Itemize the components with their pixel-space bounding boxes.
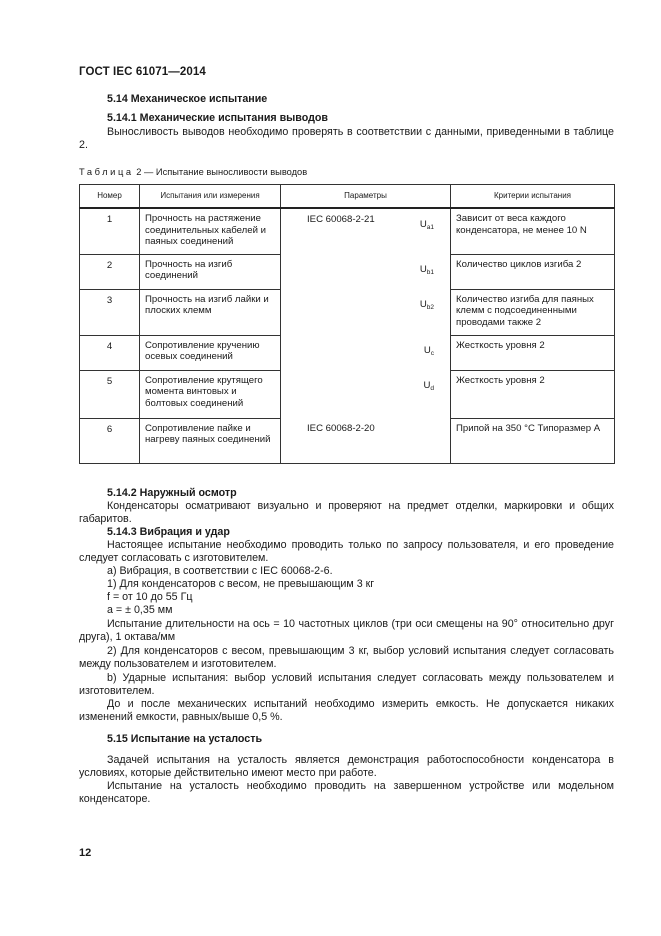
table-caption	[79, 167, 307, 177]
row-criteria: Количество циклов изгиба 2	[451, 254, 615, 289]
table-row	[80, 370, 615, 418]
row-number: 3	[80, 289, 140, 335]
row-number: 4	[80, 335, 140, 370]
section-5-14-3-frequency: f = от 10 до 55 Гц	[107, 591, 193, 603]
table-caption-text: 2 — Испытание выносливости выводов	[136, 167, 308, 177]
section-5-15-paragraph-2: Испытание на усталость необходимо проводить на завершенном устройстве или модельном конденсаторе.	[79, 780, 614, 806]
row-test: Сопротивление кручению осевых соединений	[140, 335, 281, 370]
row-test: Сопротивление крутящего момента винтовых и болтовых соединений	[140, 370, 281, 418]
table-header-row	[80, 185, 615, 209]
table-row	[80, 208, 615, 254]
terminal-endurance-table	[79, 184, 615, 464]
section-5-14-2-text: Конденсаторы осматривают визуально и проверяют на предмет отделки, маркировки и общих габаритов.	[79, 500, 614, 526]
table-caption-word: Таблица	[79, 167, 134, 177]
row-symbol: $U_{a1}$	[419, 219, 434, 231]
row-parameters	[281, 370, 451, 418]
row-number: 5	[80, 370, 140, 418]
section-5-15-paragraph-1: Задачей испытания на усталость является демонстрация работоспособности конденсатора в условиях, которые действительно имеют место при работе.	[79, 754, 614, 780]
row-criteria: Припой на 350 °С Типоразмер А	[451, 418, 615, 463]
table-row	[80, 418, 615, 463]
row-parameters	[281, 208, 451, 254]
table-row	[80, 254, 615, 289]
section-5-14-3-paragraph-2: Испытание длительности на ось = 10 частотных циклов (три оси смещены на 90° относительно друг друга), 1 октава/мм	[79, 618, 614, 644]
row-number: 1	[80, 208, 140, 254]
section-5-14-3-item-a: а) Вибрация, в соответствии с IEC 60068-2-6.	[107, 565, 333, 577]
table-row	[80, 335, 615, 370]
row-symbol: $U_{b2}$	[419, 299, 434, 311]
row-criteria: Зависит от веса каждого конденсатора, не менее 10 N	[451, 208, 615, 254]
row-test: Прочность на растяжение соединительных кабелей и паяных соединений	[140, 208, 281, 254]
table-header-test: Испытания или измерения	[140, 185, 281, 209]
row-symbol: $U_d$	[423, 380, 434, 392]
row-test: Сопротивление пайке и нагреву паяных соединений	[140, 418, 281, 463]
row-standard: IEC 60068-2-21	[307, 214, 375, 225]
row-parameters	[281, 254, 451, 289]
row-test: Прочность на изгиб соединений	[140, 254, 281, 289]
section-5-14-3-title: 5.14.3 Вибрация и удар	[107, 526, 230, 538]
table-header-criteria: Критерии испытания	[451, 185, 615, 209]
row-number: 6	[80, 418, 140, 463]
row-symbol: $U_{b1}$	[419, 264, 434, 276]
table-header-parameters: Параметры	[281, 185, 451, 209]
section-5-15-title: 5.15 Испытание на усталость	[107, 733, 263, 745]
row-standard: IEC 60068-2-20	[307, 423, 375, 434]
document-header: ГОСТ IEC 61071—2014	[79, 66, 206, 78]
section-5-14-3-item-a2: 2) Для конденсаторов с весом, превышающим 3 кг, выбор условий испытания следует согласовать между пользователем и изготовителем.	[79, 645, 614, 671]
row-test: Прочность на изгиб лайки и плоских клемм	[140, 289, 281, 335]
row-parameters	[281, 335, 451, 370]
row-criteria: Жесткость уровня 2	[451, 335, 615, 370]
row-criteria: Количество изгиба для паяных клемм с подсоединенными проводами также 2	[451, 289, 615, 335]
row-criteria: Жесткость уровня 2	[451, 370, 615, 418]
row-symbol: $U_c$	[423, 345, 434, 357]
table-header-number: Номер	[80, 185, 140, 209]
section-5-14-3-paragraph-3: До и после механических испытаний необходимо измерить емкость. Не допускается никаких изменений емкости, равных/выше 0,5 %.	[79, 698, 614, 724]
section-5-14-1-title: 5.14.1 Механические испытания выводов	[107, 112, 328, 124]
section-5-14-1-text: Выносливость выводов необходимо проверять в соответствии с данными, приведенными в таблице 2.	[79, 126, 614, 152]
row-number: 2	[80, 254, 140, 289]
row-parameters	[281, 418, 451, 463]
table-row	[80, 289, 615, 335]
section-5-14-3-amplitude: а = ± 0,35 мм	[107, 604, 173, 616]
section-5-14-title: 5.14 Механическое испытание	[107, 93, 268, 105]
page-number: 12	[79, 847, 92, 859]
section-5-14-2-title: 5.14.2 Наружный осмотр	[107, 487, 237, 499]
section-5-14-3-paragraph-1: Настоящее испытание необходимо проводить только по запросу пользователя, и его проведение следует согласовать с изготовителем.	[79, 539, 614, 565]
section-5-14-3-item-a1: 1) Для конденсаторов с весом, не превышающим 3 кг	[107, 578, 375, 590]
row-parameters	[281, 289, 451, 335]
section-5-14-3-item-b: b) Ударные испытания: выбор условий испытания следует согласовать между пользователем и изготовителем.	[79, 672, 614, 698]
